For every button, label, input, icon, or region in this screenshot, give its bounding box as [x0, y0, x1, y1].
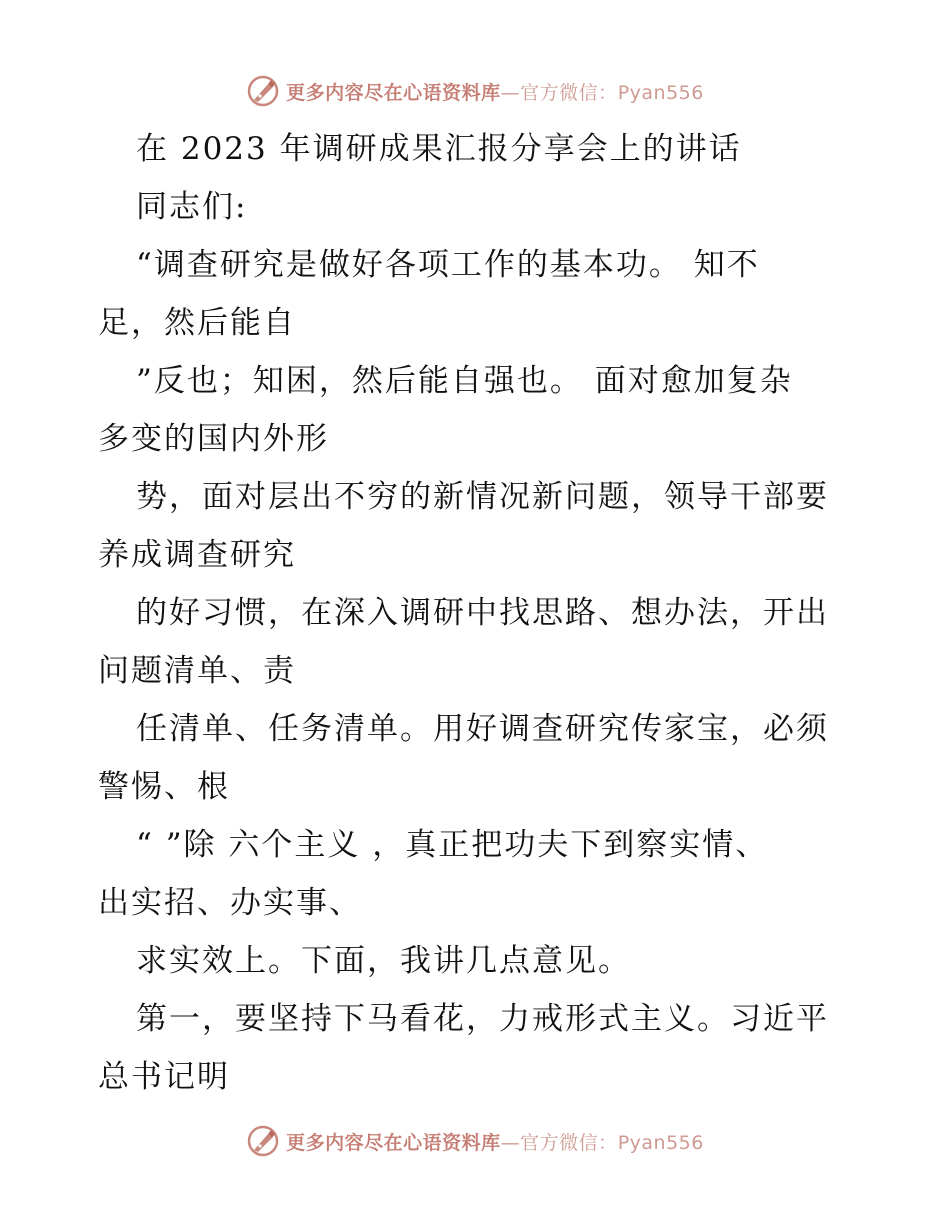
- watermark-brand: 更多内容尽在心语资料库: [286, 81, 501, 104]
- watermark-brand: 更多内容尽在心语资料库: [286, 1131, 501, 1154]
- document-body: [98, 120, 858, 1106]
- text-line: 问题清单、责: [98, 653, 296, 689]
- text-line: 总书记明: [98, 1059, 230, 1095]
- watermark-separator: —: [500, 81, 521, 104]
- watermark-wechat-id: Pyan556: [617, 1131, 704, 1154]
- text-line: 出实招、办实事、: [98, 885, 362, 921]
- text-line: 的好习惯，在深入调研中找思路、想办法，开出: [136, 595, 829, 631]
- pen-nib-logo-icon: [246, 1124, 280, 1158]
- footer-watermark: [0, 1124, 950, 1158]
- watermark-separator: —: [500, 1131, 521, 1154]
- text-line: 警惕、根: [98, 769, 230, 805]
- pen-nib-logo-icon: [246, 74, 280, 108]
- text-line: ”反也；知困，然后能自强也。 面对愈加复杂: [136, 363, 793, 399]
- document-title: 在 2023 年调研成果汇报分享会上的讲话: [136, 131, 742, 167]
- watermark-wechat-label: 官方微信：: [520, 81, 618, 104]
- text-line: 养成调查研究: [98, 537, 296, 573]
- text-line: 多变的国内外形: [98, 421, 329, 457]
- text-line: 任清单、任务清单。用好调查研究传家宝，必须: [136, 711, 829, 747]
- watermark-text: [286, 78, 704, 105]
- text-line: 求实效上。下面，我讲几点意见。: [136, 943, 631, 979]
- text-line: 势，面对层出不穷的新情况新问题，领导干部要: [136, 479, 829, 515]
- text-line: 足，然后能自: [98, 305, 296, 341]
- header-watermark: [0, 74, 950, 108]
- text-line: 第一，要坚持下马看花，力戒形式主义。习近平: [136, 1001, 829, 1037]
- watermark-wechat-id: Pyan556: [617, 81, 704, 104]
- text-line: “调查研究是做好各项工作的基本功。 知不: [136, 247, 760, 283]
- text-line: “ ”除 六个主义 ，真正把功夫下到察实情、: [136, 827, 769, 863]
- salutation: 同志们:: [136, 189, 248, 225]
- watermark-wechat-label: 官方微信：: [520, 1131, 618, 1154]
- watermark-text: [286, 1128, 704, 1155]
